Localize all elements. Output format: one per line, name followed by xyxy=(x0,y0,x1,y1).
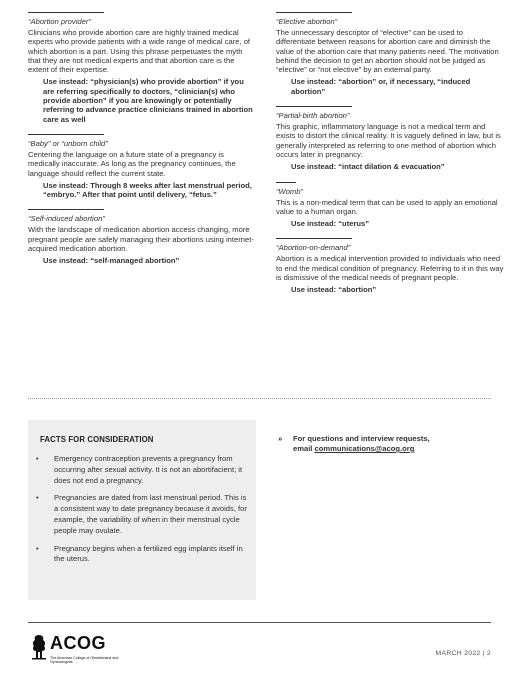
acog-emblem-icon xyxy=(30,634,48,660)
double-chevron-icon: » xyxy=(278,434,283,443)
term-description: Abortion is a medical intervention provided to individuals who need to end the medical condition of pregnancy. Referring to it in this way is dismissive of the medical needs of pregnant people. xyxy=(276,254,504,283)
divider xyxy=(28,12,104,13)
email-link[interactable]: communications@acog.org xyxy=(314,444,415,453)
contact-text: For questions and interview requests, xyxy=(293,434,430,443)
divider xyxy=(28,134,104,135)
divider xyxy=(276,12,352,13)
fact-item xyxy=(36,454,248,486)
use-instead: Use instead: “abortion” or, if necessary, “induced abortion” xyxy=(291,77,471,96)
term-title: “Self-induced abortion” xyxy=(28,214,105,224)
term-title: “Baby” or “unborn child” xyxy=(28,138,108,148)
term-entry xyxy=(276,238,504,294)
term-entry xyxy=(276,106,504,171)
bullet-icon: • xyxy=(36,493,39,503)
section-divider xyxy=(28,398,491,399)
footer-divider xyxy=(28,622,491,623)
use-instead: Use instead: Through 8 weeks after last menstrual period, “embryo.” After that point until delivery, “fetus.” xyxy=(43,180,252,200)
use-instead: Use instead: “self-managed abortion” xyxy=(43,256,180,266)
divider xyxy=(276,238,352,239)
term-entry xyxy=(276,182,504,229)
term-entry xyxy=(276,12,504,96)
term-entry xyxy=(28,12,256,124)
fact-text: Pregnancy begins when a fertilized egg implants itself in the uterus. xyxy=(54,543,243,564)
right-column xyxy=(276,12,504,305)
logo-wordmark: ACOG xyxy=(50,633,106,653)
use-instead: Use instead: “abortion” xyxy=(291,285,377,295)
term-entry xyxy=(28,209,256,265)
term-description: Clinicians who provide abortion care are highly trained medical experts who provide patients with a wide range of medical care, of which abortion is a part. Using this phrase perpetuates the myth that they are not medical experts and that abortion care is the extent of their expertise. xyxy=(28,28,251,75)
divider xyxy=(28,209,104,210)
term-description: Centering the language on a future state of a pregnancy is medically inaccurate. As long as the pregnancy continues, the language should reflect the current state. xyxy=(28,149,236,178)
term-title: “Womb” xyxy=(276,186,303,196)
page-number: MARCH 2022 | 2 xyxy=(435,650,491,657)
divider xyxy=(276,106,352,107)
term-title: “Abortion provider” xyxy=(28,17,91,26)
term-description: The unnecessary descriptor of “elective” can be used to differentiate between reasons for abortion care and diminish the value of the abortion care that many patients need. The motivation behind the decision to get an abortion should not be judged as “elective” or “not elective” by an external party. xyxy=(276,28,499,75)
contact-info xyxy=(278,434,478,454)
term-description: This is a non-medical term that can be used to apply an emotional value to a human organ. xyxy=(276,197,498,216)
contact-prefix: email xyxy=(293,444,315,453)
term-description: This graphic, inflammatory language is not a medical term and exists to distort the clinical reality. It is vaguely defined in law, but is generally interpreted as referring to one method of abortion which occurs later in pregnancy. xyxy=(276,122,501,159)
fact-text: Emergency contraception prevents a pregnancy from occurring after sexual activity. It is not an abortifacient; it does not end a pregnancy. xyxy=(54,454,243,485)
term-title: “Elective abortion” xyxy=(276,17,338,26)
use-instead: Use instead: “intact dilation & evacuation” xyxy=(291,162,445,172)
facts-box xyxy=(28,420,256,600)
facts-list xyxy=(36,454,248,572)
left-column xyxy=(28,12,256,276)
divider xyxy=(276,182,296,183)
term-title: “Abortion-on-demand” xyxy=(276,243,351,253)
term-title: “Partial-birth abortion” xyxy=(276,111,350,121)
facts-title: FACTS FOR CONSIDERATION xyxy=(40,435,154,444)
bullet-icon: • xyxy=(36,543,39,553)
fact-item xyxy=(36,493,248,536)
term-entry xyxy=(28,134,256,199)
use-instead: Use instead: “uterus” xyxy=(291,219,370,229)
logo-subtitle: The American College of Obstetricians and Gynecologists xyxy=(50,656,119,664)
fact-item xyxy=(36,544,248,566)
use-instead: Use instead: “physician(s) who provide abortion” if you are referring specifically to doctors, “clinician(s) who provide abortion” if you are knowingly or potentially referring to advance practice clinicians trained in abortion care as well xyxy=(43,77,253,124)
acog-logo xyxy=(30,633,140,666)
term-description: With the landscape of medication abortion access changing, more pregnant people are safely managing their abortions using internet-acquired medication abortion. xyxy=(28,225,254,254)
bullet-icon: • xyxy=(36,454,39,463)
fact-text: Pregnancies are dated from last menstrual period. This is a consistent way to date pregnancy because it avoids, for example, the variability of when in their menstrual cycle people may ovulate. xyxy=(54,493,247,535)
